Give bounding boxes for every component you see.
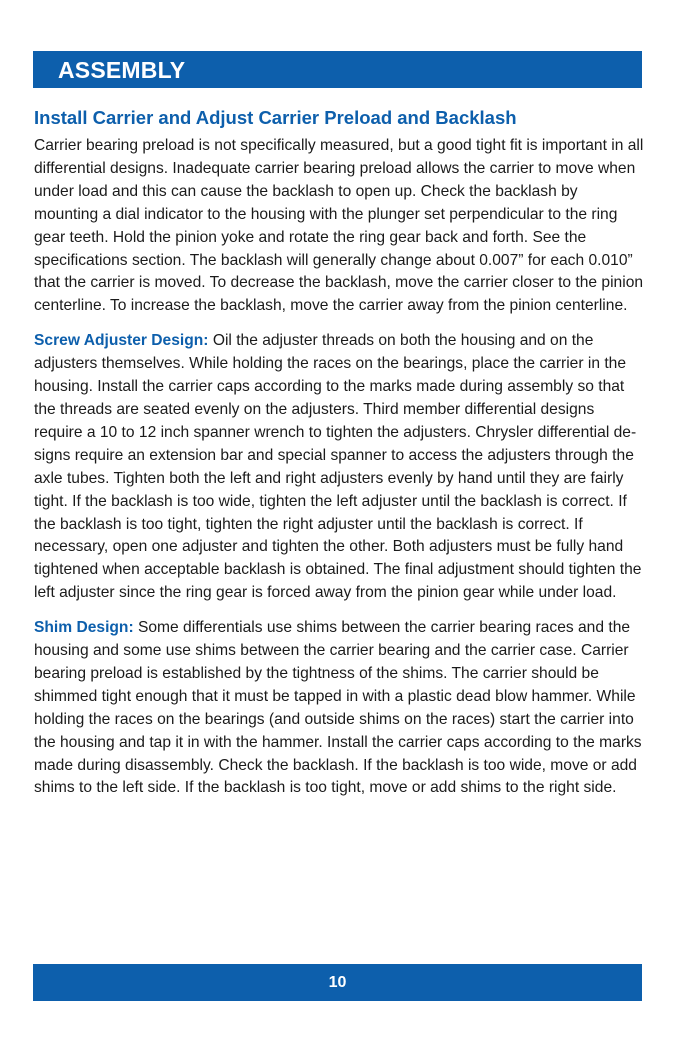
screw-adjuster-paragraph xyxy=(34,330,646,605)
page-footer-bar xyxy=(33,964,642,1001)
screw-adjuster-text: Oil the adjuster threads on both the housing and on the adjusters themselves. While holding the races on the bearings, place the carrier in the housing. Install the carrier caps according to the marks made during assembly so that the threads are seated evenly on the adjusters. Third member differential designs require a 10 to 12 inch spanner wrench to tighten the adjusters. Chrysler differential de- signs require an extension bar and special spanner to access the adjusters through the axle tubes. Tighten both the left and right adjusters evenly by hand until they are fairly tight. If the backlash is too wide, tighten the left adjuster until the backlash is correct. If the backlash is too tight, tighten the right adjuster until the backlash is correct. If necessary, open one adjuster and tighten the other. Both adjusters must be fully hand tightened when acceptable backlash is obtained. The final adjustment should tighten the left adjuster since the ring gear is forced away from the pinion gear while under load. xyxy=(34,332,642,602)
page-title: ASSEMBLY xyxy=(58,57,186,83)
section-header-bar xyxy=(33,51,642,88)
shim-design-text: Some differentials use shims between the carrier bearing races and the housing and some use shims between the carrier bearing and the carrier case. Carrier bearing preload is established by the tightness of the shims. The carrier should be shimmed tight enough that it must be tapped in with a plastic dead blow hammer. While holding the races on the bearings (and outside shims on the races) start the carrier into the housing and tap it in with the hammer. Install the carrier caps according to the marks made during disassembly. Check the backlash. If the backlash is too wide, move or add shims to the left side. If the backlash is too tight, move or add shims to the right side. xyxy=(34,619,642,797)
page-number: 10 xyxy=(328,974,347,991)
screw-adjuster-lead: Screw Adjuster Design: xyxy=(34,332,209,350)
document-body xyxy=(34,105,646,812)
shim-design-lead: Shim Design: xyxy=(34,619,134,637)
intro-paragraph: Carrier bearing preload is not specifically measured, but a good tight fit is important in all differential designs. Inadequate carrier bearing preload allows the carrier to move when under load and this can cause the backlash to open up. Check the backlash by mounting a dial indicator to the housing with the plunger set perpendicular to the ring gear teeth. Hold the pinion yoke and rotate the ring gear back and forth. See the specifications section. The backlash will generally change about 0.007” for each 0.010” that the carrier is moved. To decrease the backlash, move the carrier closer to the pinion centerline. To increase the backlash, move the carrier away from the pinion centerline. xyxy=(34,137,644,315)
shim-design-paragraph xyxy=(34,617,646,800)
section-heading: Install Carrier and Adjust Carrier Preload and Backlash xyxy=(34,107,517,128)
